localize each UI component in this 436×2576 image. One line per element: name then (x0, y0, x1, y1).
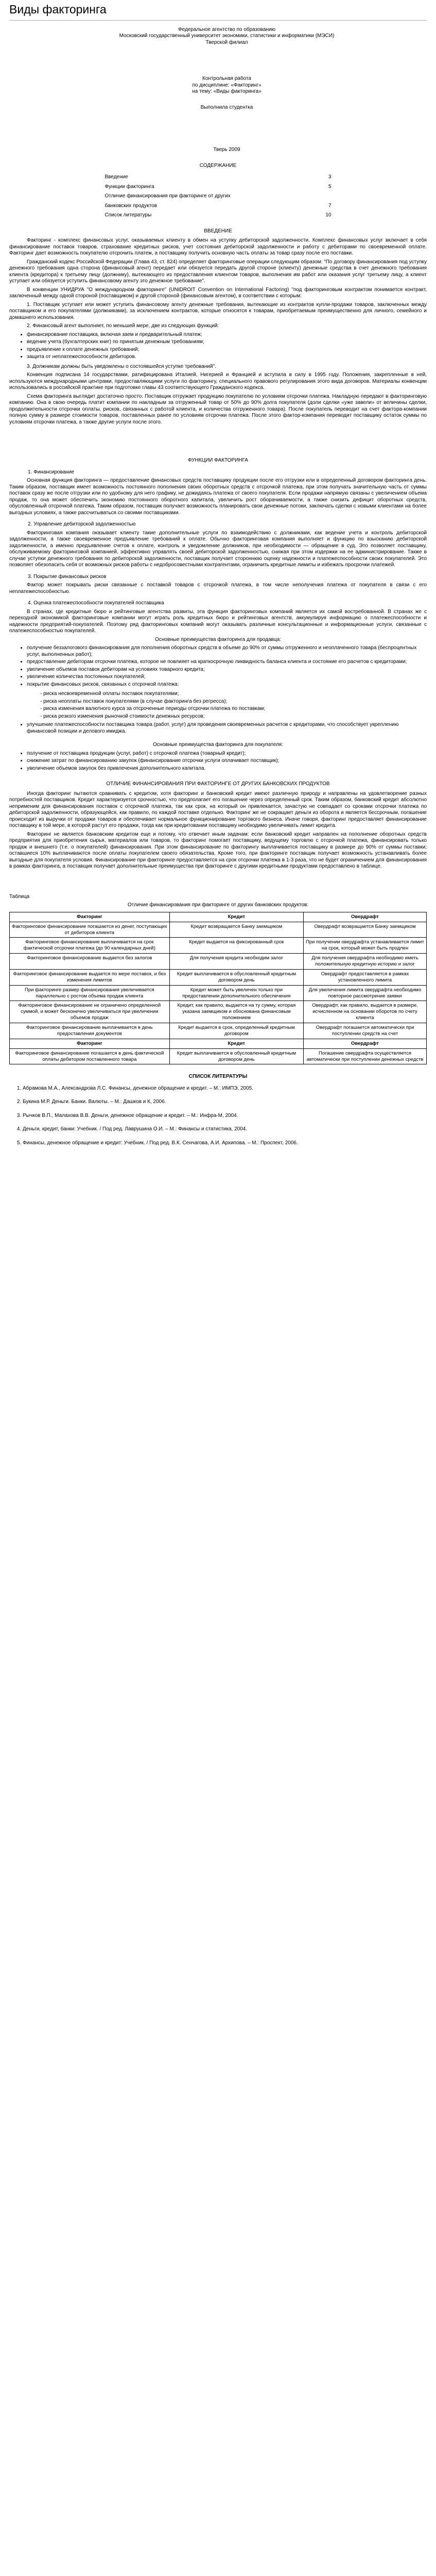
list-item: • предъявление к оплате денежных требований; (27, 347, 427, 353)
table-cell: Кредит выдается в срок, определенный кредитным договором (169, 1023, 303, 1039)
document-page (0, 0, 436, 1164)
toc-item[interactable] (105, 184, 332, 191)
dash-item: - риска резкого изменения рыночной стоимости денежных ресурсов; (40, 713, 205, 719)
table-cell: Факторинговое финансирование выдается без залогов (10, 954, 170, 970)
paragraph: В странах, где кредитные бюро и рейтинговые агентства развиты, эта функция факторинговых компаний является их самой востребованной. В странах же с переходной экономикой факторинговые компании могут играть роль кредитных бюро и рейтинговых агентств, аккумулируя информацию о платежеспособности и надежности предприятий-покупателей. Поэтому ряд факторинговых компаний могут оказывать различные консультационные и информационные услуги, связанные с платежеспособностью покупателей. (9, 608, 427, 634)
reference-item: 2. Букина М.Р. Деньги. Банки. Валюты. – М.: Дашков и К, 2006. (23, 1099, 427, 1106)
work-discipline: по дисциплине: «Факторинг» (192, 82, 261, 88)
paragraph: 3. Должникам должны быть уведомлены о состоявшейся уступке требований". (27, 363, 216, 369)
reference-item: 5. Финансы, денежное обращение и кредит: Учебник. / Под ред. В.К. Сенчагова, А.И. Архипова. – М.: Проспект, 2006. (23, 1140, 427, 1147)
table-cell: Факторинговое финансирование выплачивается в день предоставления документов (10, 1023, 170, 1039)
university-line: Московский государственный университет экономики, статистики и информатики (МЭСИ) (119, 33, 335, 39)
table-cell: Кредит выдается на фиксированный срок (169, 938, 303, 954)
author-line: Выполнила студентка (200, 104, 253, 110)
seller-advantages-list (9, 645, 427, 688)
table-cell: Кредит может быть увеличен только при предоставлении дополнительного обеспечения (169, 985, 303, 1001)
list-item: • предоставление дебиторам отсрочки платежа, которое не повлияет на краткосрочную ликвидность баланса клиента и состояние его расчетов с кредиторами; (27, 659, 427, 666)
introduction-section (9, 228, 427, 426)
table-row (10, 954, 427, 970)
toc-page: 3 (328, 174, 332, 180)
table-cell: Погашение овердрафта осуществляется автоматически при поступлении денежных средств (304, 1048, 427, 1064)
work-type: Контрольная работа (202, 76, 251, 82)
paragraph: Факторинг - комплекс финансовых услуг, оказываемых клиенту в обмен на уступку дебиторской задолженности. Комплекс финансовых услуг включает в себя финансирование поставок товаров, страхование кредитных рисков, учет состояния дебиторской задолженности и работу с дебиторами по своевременной оплате. Факторинг дает возможность покупателю отсрочить платеж, а поставщику получить основную часть оплаты за товар сразу после его поставки. (9, 238, 427, 257)
paragraph: Основная функция факторинга — предоставление финансовых средств поставщику продукции после его отгрузки или в определенный договором факторинга день. Таким образом, поставщик имеет возможность постоянного пополнения своих оборотных средств с отсрочкой платежа, при этом получать значительную часть от суммы поставок сразу же после отгрузки или по удобному для него графику, не дожидаясь платежа от своего покупателя. Если продажи напрямую связаны с увеличением объема продаж, то она может обеспечить экономию постоянного оборотного капитала, увеличить рост оборачиваемости, а также снизить дефицит оборотных средств, обусловленный отсрочкой платежа. Таким образом, поставщик получает возможность планировать свои денежные потоки, заключать сделки с новыми клиентами на более выгодных условиях, а также рассчитываться со своими поставщиками. (9, 478, 427, 516)
toc-label: Отличие финансирования при факторинге от других (104, 193, 231, 199)
toc-page: 7 (328, 202, 332, 209)
dash-item: - риска неоплаты поставок покупателями (в случае факторинга без регресса); (40, 698, 228, 704)
table-cell: Для увеличения лимита овердрафта необходимо повторное рассмотрение заявки (304, 985, 427, 1001)
table-cell: Овердрафт, как правило, выдается в размере, исчисленном на основании оборотов по счету клиента (304, 1001, 427, 1023)
list-item: • увеличение объемов поставок дебиторам на условиях товарного кредита; (27, 667, 427, 673)
table-cell: При факторинге размер финансирования увеличивается параллельно с ростом объема продаж клиента (10, 985, 170, 1001)
table-cell: Кредит, как правило, выдается на ту сумму, которая указана заемщиком и обоснована финансовым положением (169, 1001, 303, 1023)
subsection-title: 2. Управление дебиторской задолженностью (28, 521, 136, 528)
toc-page: 10 (325, 212, 332, 218)
work-topic: на тему: «Виды факторинга» (192, 89, 261, 95)
paragraph: Факторинг не является банковским кредитом еще и потому, что отвечает иным задачам: если банковский кредит направлен на пополнение оборотных средств предприятия для приобретения сырья, материалов или товаров, то факторинг помогает поставщику, ведущему торговлю с отсрочкой платежа, финансировать только продаж и внешнего (т.е. о покупателей) финансирования. При этом финансирование по факторингу выплачивается поставщику в размере до 90% от суммы поставки; оставшиеся 10% выплачиваются после оплаты покупателем своего обязательства. Кроме того, при факторинге поставщик получает возможность устанавливать более выгодные для покупателя условия. Финансирование при факторинге предоставляется на срок отсрочки платежа в 1-3 раза, что не будет ограничением для финансирования в рамках факторинга, а поставщик получает дополнительные преимущества при факторинге с другими кредитными продуктами предоставлено в таблице. (9, 831, 427, 870)
list-item: • ведение учета (бухгалтерских книг) по принятым денежным требованиям; (27, 339, 427, 346)
list-item: • покрытие финансовых рисков, связанных с отсрочкой платежа: (27, 682, 427, 688)
difference-section (9, 781, 427, 870)
table-caption: Отличие финансирования при факторинге от других банковских продуктов: (127, 902, 309, 908)
column-header: Факторинг (10, 1039, 170, 1048)
column-header: Кредит (169, 912, 303, 922)
toc-label: Список литературы (104, 212, 152, 218)
branch-line: Тверской филиал (205, 39, 248, 45)
references-heading: СПИСОК ЛИТЕРАТУРЫ (188, 1074, 248, 1080)
toc-heading: СОДЕРЖАНИЕ (199, 162, 237, 168)
paragraph: Фактор может покрывать риски связанные с поставкой товаров с отсрочкой платежа, в том числе неполучения платежа от покупателя в связи с его неплатежеспособностью. (9, 582, 427, 595)
reference-item: 1. Абрамова М.А., Александрова Л.С. Финансы, денежное обращение и кредит. – М.: ИМПЭ, 2005. (23, 1086, 427, 1092)
table-row (10, 969, 427, 985)
table-row (10, 985, 427, 1001)
list-item: • защита от неплатежеспособности дебиторов. (27, 354, 427, 361)
toc-item[interactable] (105, 193, 332, 200)
reference-item: 3. Рычков В.П., Малахова В.В. Деньги, денежное обращение и кредит. – М.: Инфра-М, 2004. (23, 1113, 427, 1120)
page-title: Виды факторинга (9, 0, 427, 21)
paragraph: 2. Финансовый агент выполняет, по меньшей мере, две из следующих функций: (27, 323, 219, 329)
city-year: Тверь 2009 (213, 147, 240, 153)
difference-heading: ОТЛИЧИЕ ФИНАНСИРОВАНИЯ ПРИ ФАКТОРИНГЕ ОТ ДРУГИХ БАНКОВСКИХ ПРОДУКТОВ (106, 781, 330, 787)
toc-item[interactable] (105, 203, 332, 210)
toc-label: Функции факторинга (104, 183, 154, 190)
table-cell: Факторинговое финансирование не ограничено определенной суммой, и может бесконечно увеличиваться при увеличении объемов продаж (10, 1001, 170, 1023)
toc-label: банковских продуктов (104, 202, 158, 209)
paragraph: 1. Поставщик уступает или может уступить финансовому агенту денежные требования, вытекающие из контрактов купли-продажи товаров, заключенных между поставщиком и его покупателями (должниками), за исключением контрактов, которые относятся к товарам, приобретаемым преимущественно для личного, семейного и домашнего использования. (9, 301, 427, 320)
table-row (10, 1023, 427, 1039)
table-cell: Факторинговое финансирование погашается в день фактической оплаты дебитором поставленного товара (10, 1048, 170, 1064)
column-header: Овердрафт (304, 912, 427, 922)
table-label: Таблица (9, 893, 30, 900)
intro-heading: ВВЕДЕНИЕ (204, 228, 232, 234)
table-cell: Факторинговое финансирование погашается из денег, поступающих от дебиторов клиента (10, 922, 170, 938)
table-cell: Для получения овердрафта необходимо иметь положительную кредитную историю и залог (304, 954, 427, 970)
list-item: • снижение затрат по финансированию закупок (финансирование отсрочки услуги оплачивает поставщик); (27, 758, 427, 765)
table-cell: Факторинговое финансирование выдается по мере поставок, и без изменения лимитов (10, 969, 170, 985)
paragraph: Гражданский кодекс Российской Федерации (Глава 43, ст. 824) определяет факторинговые операции следующим образом: "По договору финансирования под уступку денежного требования одна сторона (финансовый агент) передает или обязуется передать другой стороне (клиенту) денежные средства в счет денежного требования клиента (кредитора) к третьему лицу (должнику), вытекающего из предоставления клиентом товаров, выполнения им работ или оказания услуг третьему лицу, а клиент уступает или обязуется уступить финансовому агенту это денежное требование". (9, 259, 427, 284)
dash-item: - риска несвоевременной оплаты поставок покупателями; (40, 691, 179, 697)
column-header: Овердрафт (304, 1039, 427, 1048)
title-page (9, 21, 427, 154)
table-header-row (10, 1039, 427, 1048)
paragraph: Основные преимущества факторинга для продавца: (155, 636, 281, 642)
table-row (10, 1001, 427, 1023)
list-item: • увеличение количества постоянных покупателей; (27, 674, 427, 681)
paragraph: Факторинговая компания оказывает клиенту такие дополнительные услуги по взаимодействию с должниками, как ведение учета и контроль дебиторской задолженности, а также своевременное предъявление требований к оплате. Обычно факторинговая компания выполняет и функцию по взысканию дебиторской задолженности, а именно предъявление счетов к оплате, контроль и уведомление должников, при необходимости — обращение в суд. Это позволяет поставщику, обслуживаемому факторинговой компанией, эффективно управлять своей дебиторской задолженностью, снижая при этом издержки на ее администрирование. Также в случае уступки денежного требования по дебиторской задолженности, поставщик получает стороннюю оценку надежности и платежеспособности своих покупателей. Это позволяет обезопасить себя от возможных рисков работы с недобросовестными контрагентами, ограничить кредитные лимиты и избежать просрочки платежей. (9, 530, 427, 568)
table-cell: Кредит выплачивается в обусловленный кредитным договором день (169, 969, 303, 985)
comparison-table (9, 912, 427, 1065)
subsection-title: 1. Финансирование (28, 469, 75, 475)
subsection-title: Основные преимущества факторинга для покупателя: (153, 742, 283, 748)
reference-item: 4. Деньги, кредит, банки: Учебник. / Под ред. Лаврушина О.И. – М.: Финансы и статистика, 2004. (23, 1126, 427, 1133)
table-cell: Для получения кредита необходим залог (169, 954, 303, 970)
table-cell: Кредит возвращается Банку заемщиком (169, 922, 303, 938)
table-header-row (10, 912, 427, 922)
buyer-advantages-list (9, 751, 427, 772)
column-header: Кредит (169, 1039, 303, 1048)
column-header: Факторинг (10, 912, 170, 922)
table-of-contents (105, 163, 332, 219)
agency-line: Федеральное агентство по образованию (178, 26, 276, 32)
list-item: • улучшение платежеспособности поставщика товара (работ, услуг) для проведения своевременных расчетов с кредиторами, что способствует укреплению финансовой позиции и делового имиджа. (27, 722, 427, 735)
list-item: • финансирование поставщика, включая заем и предварительный платеж; (27, 332, 427, 338)
subsection-title: 3. Покрытие финансовых рисков (28, 573, 107, 580)
paragraph: Иногда факторинг пытаются сравнивать с кредитом, хотя факторинг и банковский кредит имеют различную природу и направлены на удовлетворение разных потребностей поставщиков. Кредит характеризуется срочностью, что предполагает его погашение через определенный срок. Таким образом, банковский кредит абсолютно неприменим для финансирования поставок с отсрочкой платежа, так как срок, на который он привлекается, зачастую не совпадает со сроками отсрочки платежа по дебиторской задолженности, образующейся, как правило, по каждой поставке отдельно. Факторинг же не сокращает деньги из оборота и является бессрочным, погашение происходит из выручки от продажи товаров и обеспечивает нормальное функционирование торгового бизнеса. Иначе говоря, факторинг предоставляет финансирование поставщику в той мере, в которой растут его продажи, тогда как при кредитовании поставщику необходимо увеличивать лимит кредита. (9, 790, 427, 829)
toc-label: Введение (104, 174, 128, 180)
table-cell: Овердрафт возвращается Банку заемщиком (304, 922, 427, 938)
references-section (9, 1074, 427, 1146)
paragraph: В конвенции УНИДРУА "О международном факторинге" (UNIDROIT Convention on International Factoring) "под факторинговым контрактом понимается контракт, заключенный между одной стороной (поставщиком) и другой стороной (финансовым агентом), в соответствии с которым: (9, 286, 427, 299)
table-cell: Овердрафт предоставляется в рамках установленного лимита (304, 969, 427, 985)
table-row (10, 1048, 427, 1064)
list-item: • увеличение объемов закупок без привлечения дополнительного капитала. (27, 766, 427, 772)
seller-advantages-list-2 (9, 722, 427, 735)
table-cell: Овердрафт погашается автоматически при поступлении средств на счет (304, 1023, 427, 1039)
dash-item: - риска изменения валютного курса за отсроченные периоды отсрочки платежа по поставкам; (40, 706, 266, 712)
toc-page: 5 (328, 183, 332, 190)
toc-item[interactable] (105, 212, 332, 219)
table-cell: Факторинговое финансирование выплачивается на срок фактической отсрочки платежа (до 90 календарных дней) (10, 938, 170, 954)
paragraph: Конвенция подписана 14 государствами, ратифицирована Италией, Нигерией и Францией и вступила в силу в 1995 году. Положения, закрепленные в ней, используются международными центрами, предоставляющими услуги по факторингу, специального правового регулирования этого вида договоров. Материалы конвенции использовались в российской практике при подготовке главы 43 соответствующего Гражданского кодекса. (9, 372, 427, 391)
table-row (10, 938, 427, 954)
subsection-title: 4. Оценка платежеспособности покупателей поставщика (28, 600, 164, 606)
toc-item[interactable] (105, 174, 332, 181)
table-cell: Кредит выплачивается в обусловленный кредитным договором день (169, 1048, 303, 1064)
functions-list (9, 332, 427, 361)
table-row (10, 922, 427, 938)
functions-section (9, 457, 427, 772)
table-cell: При получении овердрафта устанавливается лимит на срок, который может быть продлен (304, 938, 427, 954)
paragraph: Схема факторинга выглядит достаточно просто. Поставщик отгружает продукцию покупателю по условиям отсрочки платежа. Накладную передают в факторинговую компанию. Она в свою очередь платит компании по накладным за отгруженный товар от 50% до 90% долга покупателя (доли сделки «уже завели» от величины сделки, продолжительности отсрочки оплаты, рисков, связанных с работой клиента, и количества отгруженного товара). После покупатель переводит на счет фактора-компании полную сумму в размере стоимости товаров, поставленных ранее по условиям отсрочки платежа. После этого фактор-компания переводит поставщику остаток суммы по условиям отсрочки платежа, а также другие услуги после этого. (9, 393, 427, 425)
list-item: • получение от поставщика продукции (услуг, работ) с отсрочкой платежа (товарный кредит); (27, 751, 427, 757)
list-item: • получение беззалогового финансирования для пополнения оборотных средств в объеме до 90% от суммы отгруженного и неоплаченного товара (беспроцентных услуг, выполненных работ); (27, 645, 427, 658)
functions-heading: ФУНКЦИИ ФАКТОРИНГА (188, 457, 248, 464)
